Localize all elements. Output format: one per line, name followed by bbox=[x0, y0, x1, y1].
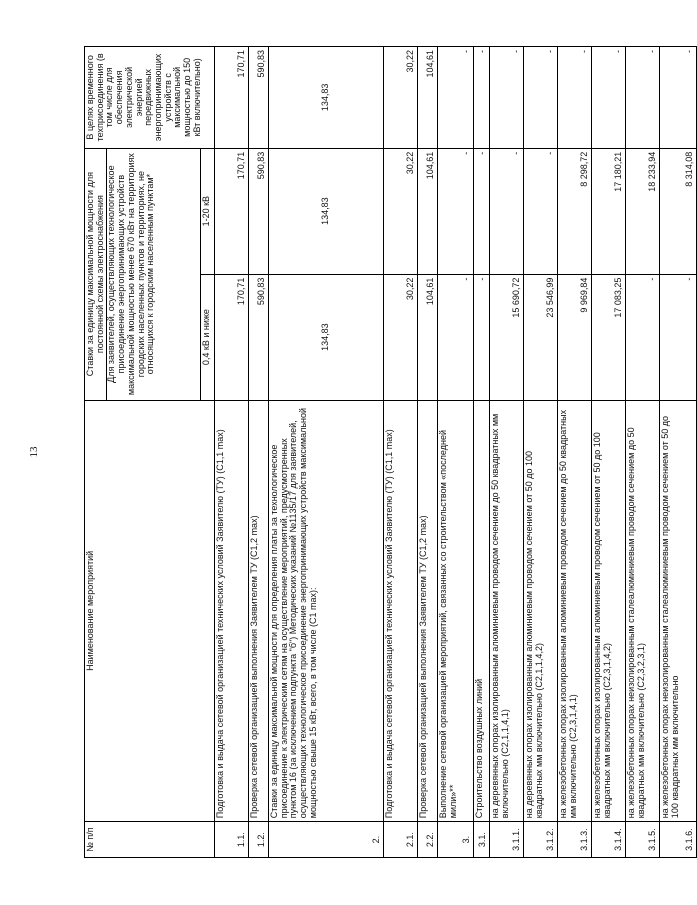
row-num: 3.1.5. bbox=[626, 822, 660, 858]
row-v120: 8 314,08 bbox=[660, 148, 697, 274]
row-temp: 134,83 bbox=[269, 47, 384, 149]
row-v04: 15 690,72 bbox=[490, 274, 524, 400]
row-temp: - bbox=[660, 47, 697, 149]
row-v04: 170,71 bbox=[215, 274, 249, 400]
row-num: 3.1. bbox=[474, 822, 490, 858]
row-num: 1.1. bbox=[215, 822, 249, 858]
row-num: 3.1.1. bbox=[490, 822, 524, 858]
row-temp: - bbox=[490, 47, 524, 149]
row-name: на деревянных опорах изолированным алюминиевым проводом сечением от 50 до 100 квадратных мм включительно (C2,1,1,4,2) bbox=[524, 400, 558, 822]
row-name: на железобетонных опорах изолированным алюминиевым проводом сечением от 50 до 100 квадратных мм включительно (C2,3,1,4,2) bbox=[592, 400, 626, 822]
row-v04: 104,61 bbox=[418, 274, 438, 400]
row-name: Проверка сетевой организацией выполнения Заявителем ТУ (C1,2 max) bbox=[418, 400, 438, 822]
row-v120: - bbox=[438, 148, 474, 274]
row-name: на деревянных опорах изолированным алюминиевым проводом сечением до 50 квадратных мм включительно (C2,1,1,4,1) bbox=[490, 400, 524, 822]
table-row bbox=[418, 47, 438, 858]
row-num: 3.1.4. bbox=[592, 822, 626, 858]
row-num: 2. bbox=[269, 822, 384, 858]
row-num: 3.1.2. bbox=[524, 822, 558, 858]
row-v04: 134,83 bbox=[269, 274, 384, 400]
table-row bbox=[269, 47, 384, 858]
row-num: 3.1.6. bbox=[660, 822, 697, 858]
row-temp: - bbox=[438, 47, 474, 149]
row-v04: 23 546,99 bbox=[524, 274, 558, 400]
header-name: Наименование мероприятий bbox=[85, 400, 215, 822]
table-row bbox=[438, 47, 474, 858]
row-v04: 590,83 bbox=[249, 274, 269, 400]
table-row bbox=[558, 47, 592, 858]
row-num: 3.1.3. bbox=[558, 822, 592, 858]
row-v04: - bbox=[438, 274, 474, 400]
row-temp: 590,83 bbox=[249, 47, 269, 149]
row-v120: 18 233,94 bbox=[626, 148, 660, 274]
row-num: 3. bbox=[438, 822, 474, 858]
row-v120: 170,71 bbox=[215, 148, 249, 274]
table-row bbox=[249, 47, 269, 858]
table-row bbox=[592, 47, 626, 858]
row-temp: - bbox=[474, 47, 490, 149]
row-v120: - bbox=[474, 148, 490, 274]
table-row bbox=[626, 47, 660, 858]
rotated-table-container bbox=[84, 46, 695, 858]
table-row bbox=[660, 47, 697, 858]
header-num: № п/п bbox=[85, 822, 215, 858]
row-v120: 30,22 bbox=[384, 148, 418, 274]
table-row bbox=[384, 47, 418, 858]
row-temp: 170,71 bbox=[215, 47, 249, 149]
header-rates-title: Ставки за единицу максимальной мощности для постоянной схемы электроснабжения bbox=[86, 149, 107, 400]
page-number: 13 bbox=[28, 446, 40, 458]
header-v120: 1-20 кВ bbox=[201, 148, 215, 274]
row-temp: 30,22 bbox=[384, 47, 418, 149]
row-v04: 30,22 bbox=[384, 274, 418, 400]
row-v120: - bbox=[490, 148, 524, 274]
table-row bbox=[215, 47, 249, 858]
header-temporary: В целях временного техприсоединения (в том числе для обеспечения электрической энергией передвижных энергопринимающих устройств с максимальной мощностью до 150 кВт включительно) bbox=[85, 47, 215, 149]
row-num: 2.1. bbox=[384, 822, 418, 858]
row-name: на железобетонных опорах неизолированным сталеалюминиевым проводом сечением до 50 квадратных мм включительно (C2,3,2,3,1) bbox=[626, 400, 660, 822]
table-row bbox=[524, 47, 558, 858]
row-name: Ставки за единицу максимальной мощности для определения платы за технологическое присоединение к электрическим сетям на осуществление мероприятий, предусмотренных пунктом 16 (за исключением подпункта "б") Методических указаний №1135/17 для заявителей, осуществляющих технологическое присоединение энергопринимающих устройств максимальной мощностью свыше 15 кВт, всего, в том числе (C1 max): bbox=[269, 400, 384, 822]
row-name: на железобетонных опорах неизолированным сталеалюминиевым проводом сечением от 50 до 100 квадратных мм включительно bbox=[660, 400, 697, 822]
row-temp: - bbox=[524, 47, 558, 149]
row-v120: 590,83 bbox=[249, 148, 269, 274]
row-v04: - bbox=[626, 274, 660, 400]
row-v04: - bbox=[660, 274, 697, 400]
row-v120: 104,61 bbox=[418, 148, 438, 274]
row-name: на железобетонных опорах изолированным алюминиевым проводом сечением до 50 квадратных мм включительно (C2,3,1,4,1) bbox=[558, 400, 592, 822]
row-num: 2.2. bbox=[418, 822, 438, 858]
header-v04: 0,4 кВ и ниже bbox=[201, 274, 215, 400]
row-temp: - bbox=[626, 47, 660, 149]
row-v04: 9 969,84 bbox=[558, 274, 592, 400]
row-num: 1.2. bbox=[249, 822, 269, 858]
row-name: Подготовка и выдача сетевой организацией технических условий Заявителю (ТУ) (C1,1 max) bbox=[215, 400, 249, 822]
row-v120: - bbox=[524, 148, 558, 274]
header-applicants: Для заявителей, осуществляющих технологическое присоединение энергопринимающих устройств максимальной мощностью менее 670 кВт на территориях городских населенных пунктов и территориях, не относящихся к городским населенным пунктам* bbox=[106, 153, 156, 396]
header-rates bbox=[85, 148, 201, 400]
row-name: Проверка сетевой организацией выполнения Заявителем ТУ (C1,2 max) bbox=[249, 400, 269, 822]
row-name: Выполнение сетевой организацией мероприятий, связанных со строительством «последней мили»** bbox=[438, 400, 474, 822]
row-v120: 134,83 bbox=[269, 148, 384, 274]
tariff-table bbox=[84, 46, 697, 858]
row-v04: - bbox=[474, 274, 490, 400]
row-temp: 104,61 bbox=[418, 47, 438, 149]
row-v04: 17 083,25 bbox=[592, 274, 626, 400]
row-v120: 17 180,21 bbox=[592, 148, 626, 274]
row-temp: - bbox=[558, 47, 592, 149]
table-row bbox=[474, 47, 490, 858]
row-name: Строительство воздушных линий bbox=[474, 400, 490, 822]
table-row bbox=[490, 47, 524, 858]
row-temp: - bbox=[592, 47, 626, 149]
row-name: Подготовка и выдача сетевой организацией технических условий Заявителю (ТУ) (C1,1 max) bbox=[384, 400, 418, 822]
row-v120: 8 298,72 bbox=[558, 148, 592, 274]
